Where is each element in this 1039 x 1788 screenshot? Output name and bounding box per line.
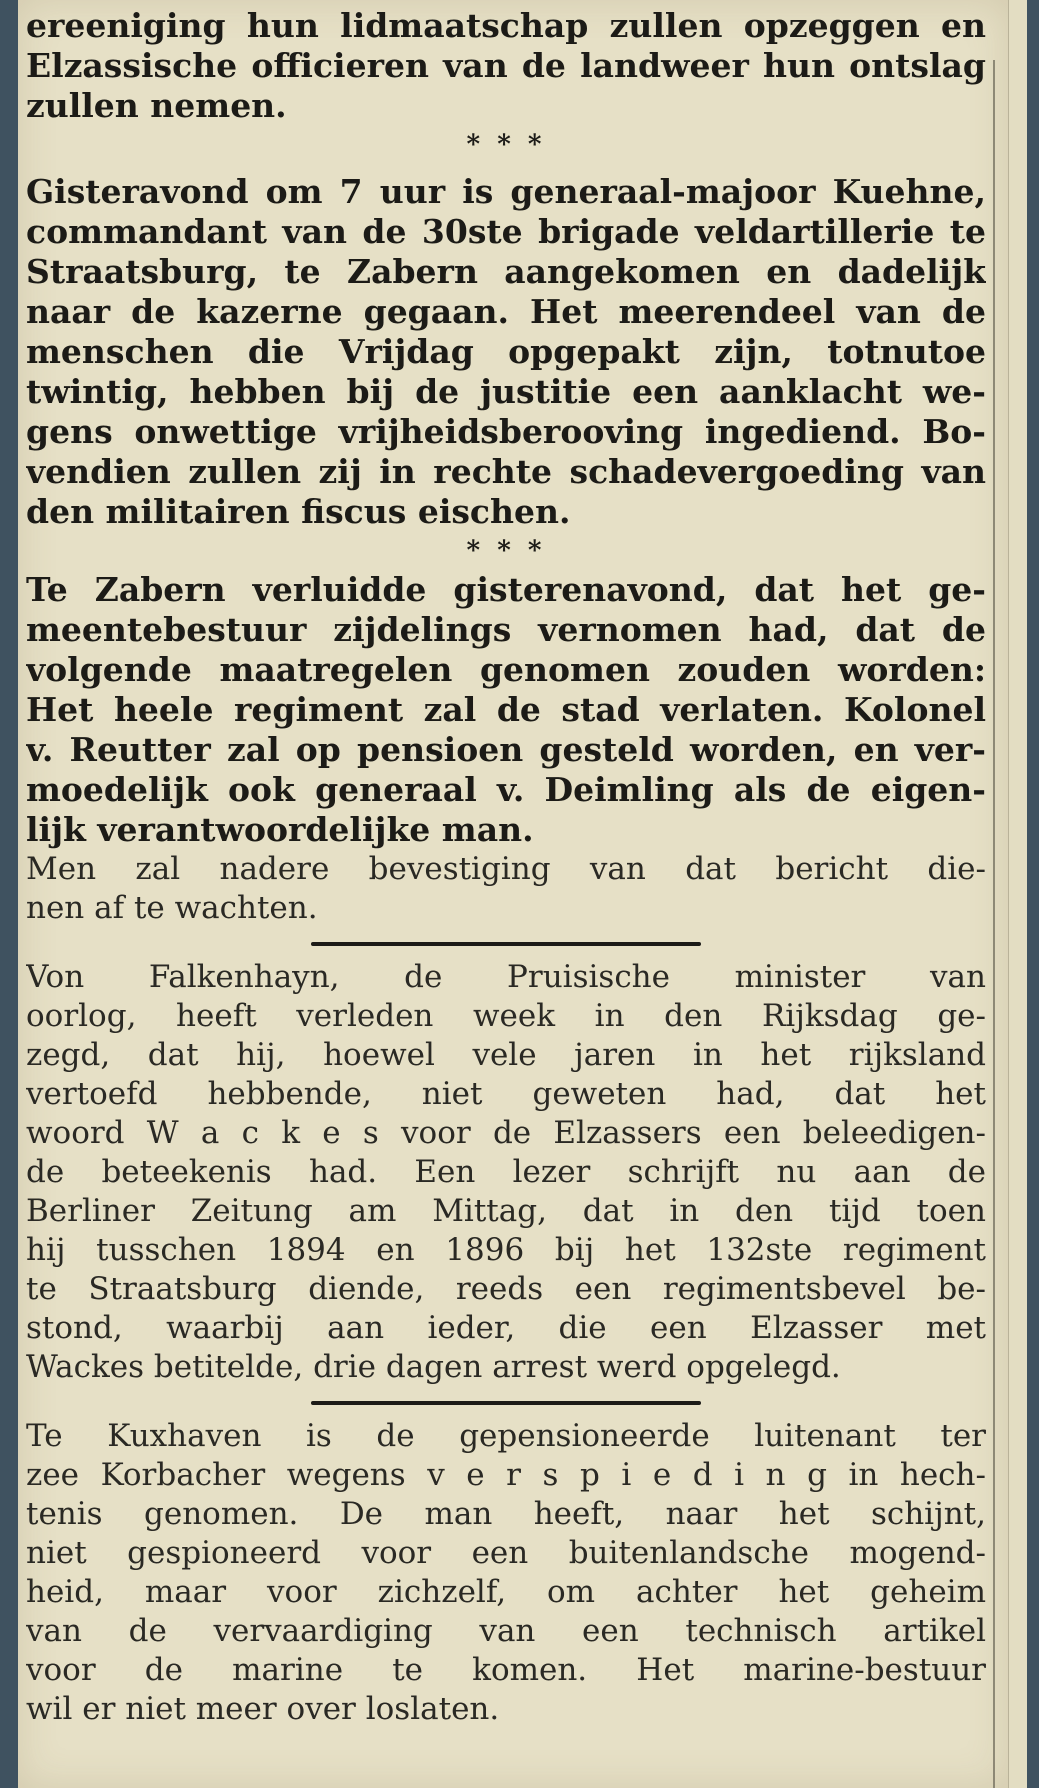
newspaper-clipping: [18, 0, 1008, 1788]
text-line: Gisteravond om 7 uur is generaal-majoor Kuehne,: [26, 172, 986, 211]
text-line: Von Falkenhayn, de Pruisische minister van: [26, 959, 986, 995]
column-rule: [993, 60, 995, 1788]
text-line: de beteekenis had. Een lezer schrijft nu aan de: [26, 1154, 986, 1190]
text-line: meentebestuur zijdelings vernomen had, dat de: [26, 610, 986, 649]
text-line: Elzassische officieren van de landweer hun ontslag: [26, 46, 986, 85]
text-line: menschen die Vrijdag opgepakt zijn, totnutoe: [26, 332, 986, 371]
asterism-separator: * * *: [466, 536, 546, 566]
text-line: commandant van de 30ste brigade veldartillerie te: [26, 212, 986, 251]
text-line: hij tusschen 1894 en 1896 bij het 132ste regiment: [26, 1232, 986, 1268]
text-line: nen af te wachten.: [26, 890, 318, 926]
paragraph-landweer: [26, 6, 986, 126]
text-line: ereeniging hun lidmaatschap zullen opzeggen en: [26, 6, 986, 45]
text-line: tenis genomen. De man heeft, naar het schijnt,: [26, 1496, 986, 1532]
text-line: te Straatsburg diende, reeds een regimentsbevel be-: [26, 1271, 986, 1307]
text-line: niet gespioneerd voor een buitenlandsche mogend-: [26, 1535, 986, 1571]
text-line: Straatsburg, te Zabern aangekomen en dadelijk: [26, 252, 986, 291]
text-line: naar de kazerne gegaan. Het meerendeel van de: [26, 292, 986, 331]
text-line: zullen nemen.: [26, 86, 287, 125]
text-line: v. Reutter zal op pensioen gesteld worden, en ver-: [26, 730, 986, 769]
text-line: zegd, dat hij, hoewel vele jaren in het rijksland: [26, 1037, 986, 1073]
text-line: Het heele regiment zal de stad verlaten. Kolonel: [26, 690, 986, 729]
text-line: gens onwettige vrijheidsberooving ingediend. Bo-: [26, 412, 986, 451]
text-line: voor de marine te komen. Het marine-bestuur: [26, 1652, 986, 1688]
paragraph-kuehne: [26, 172, 986, 532]
text-line: Berliner Zeitung am Mittag, dat in den tijd toen: [26, 1193, 986, 1229]
text-line: Te Kuxhaven is de gepensioneerde luitenant ter: [26, 1418, 986, 1454]
text-line: moedelijk ook generaal v. Deimling als de eigen-: [26, 770, 986, 809]
section-divider: [311, 1401, 701, 1405]
adjacent-column-edge: [1008, 0, 1027, 1788]
paragraph-zabern-regiment: [26, 570, 986, 850]
article-text: [26, 6, 986, 1729]
asterism-separator: * * *: [466, 130, 546, 160]
paragraph-kuxhaven: [26, 1417, 986, 1729]
text-line: Wackes betitelde, drie dagen arrest werd opgelegd.: [26, 1349, 841, 1385]
text-line: wil er niet meer over loslaten.: [26, 1691, 500, 1727]
text-line: twintig, hebben bij de justitie een aanklacht we-: [26, 372, 986, 411]
paragraph-falkenhayn: [26, 958, 986, 1387]
text-line: Te Zabern verluidde gisterenavond, dat het ge-: [26, 570, 986, 609]
paragraph-bevestiging: [26, 850, 986, 928]
text-line: vertoefd hebbende, niet geweten had, dat het: [26, 1076, 986, 1112]
text-line: stond, waarbij aan ieder, die een Elzasser met: [26, 1310, 986, 1346]
text-line: woord W a c k e s voor de Elzassers een beleedigen-: [26, 1115, 986, 1151]
text-line: van de vervaardiging van een technisch artikel: [26, 1613, 986, 1649]
text-line: oorlog, heeft verleden week in den Rijksdag ge-: [26, 998, 986, 1034]
section-divider: [311, 942, 701, 946]
text-line: zee Korbacher wegens v e r s p i e d i n g in hech-: [26, 1457, 986, 1493]
text-line: vendien zullen zij in rechte schadevergoeding van: [26, 452, 986, 491]
text-line: Men zal nadere bevestiging van dat bericht die-: [26, 851, 986, 887]
text-line: heid, maar voor zichzelf, om achter het geheim: [26, 1574, 986, 1610]
text-line: volgende maatregelen genomen zouden worden:: [26, 650, 986, 689]
text-line: lijk verantwoordelijke man.: [26, 810, 534, 849]
text-line: den militairen fiscus eischen.: [26, 492, 571, 531]
